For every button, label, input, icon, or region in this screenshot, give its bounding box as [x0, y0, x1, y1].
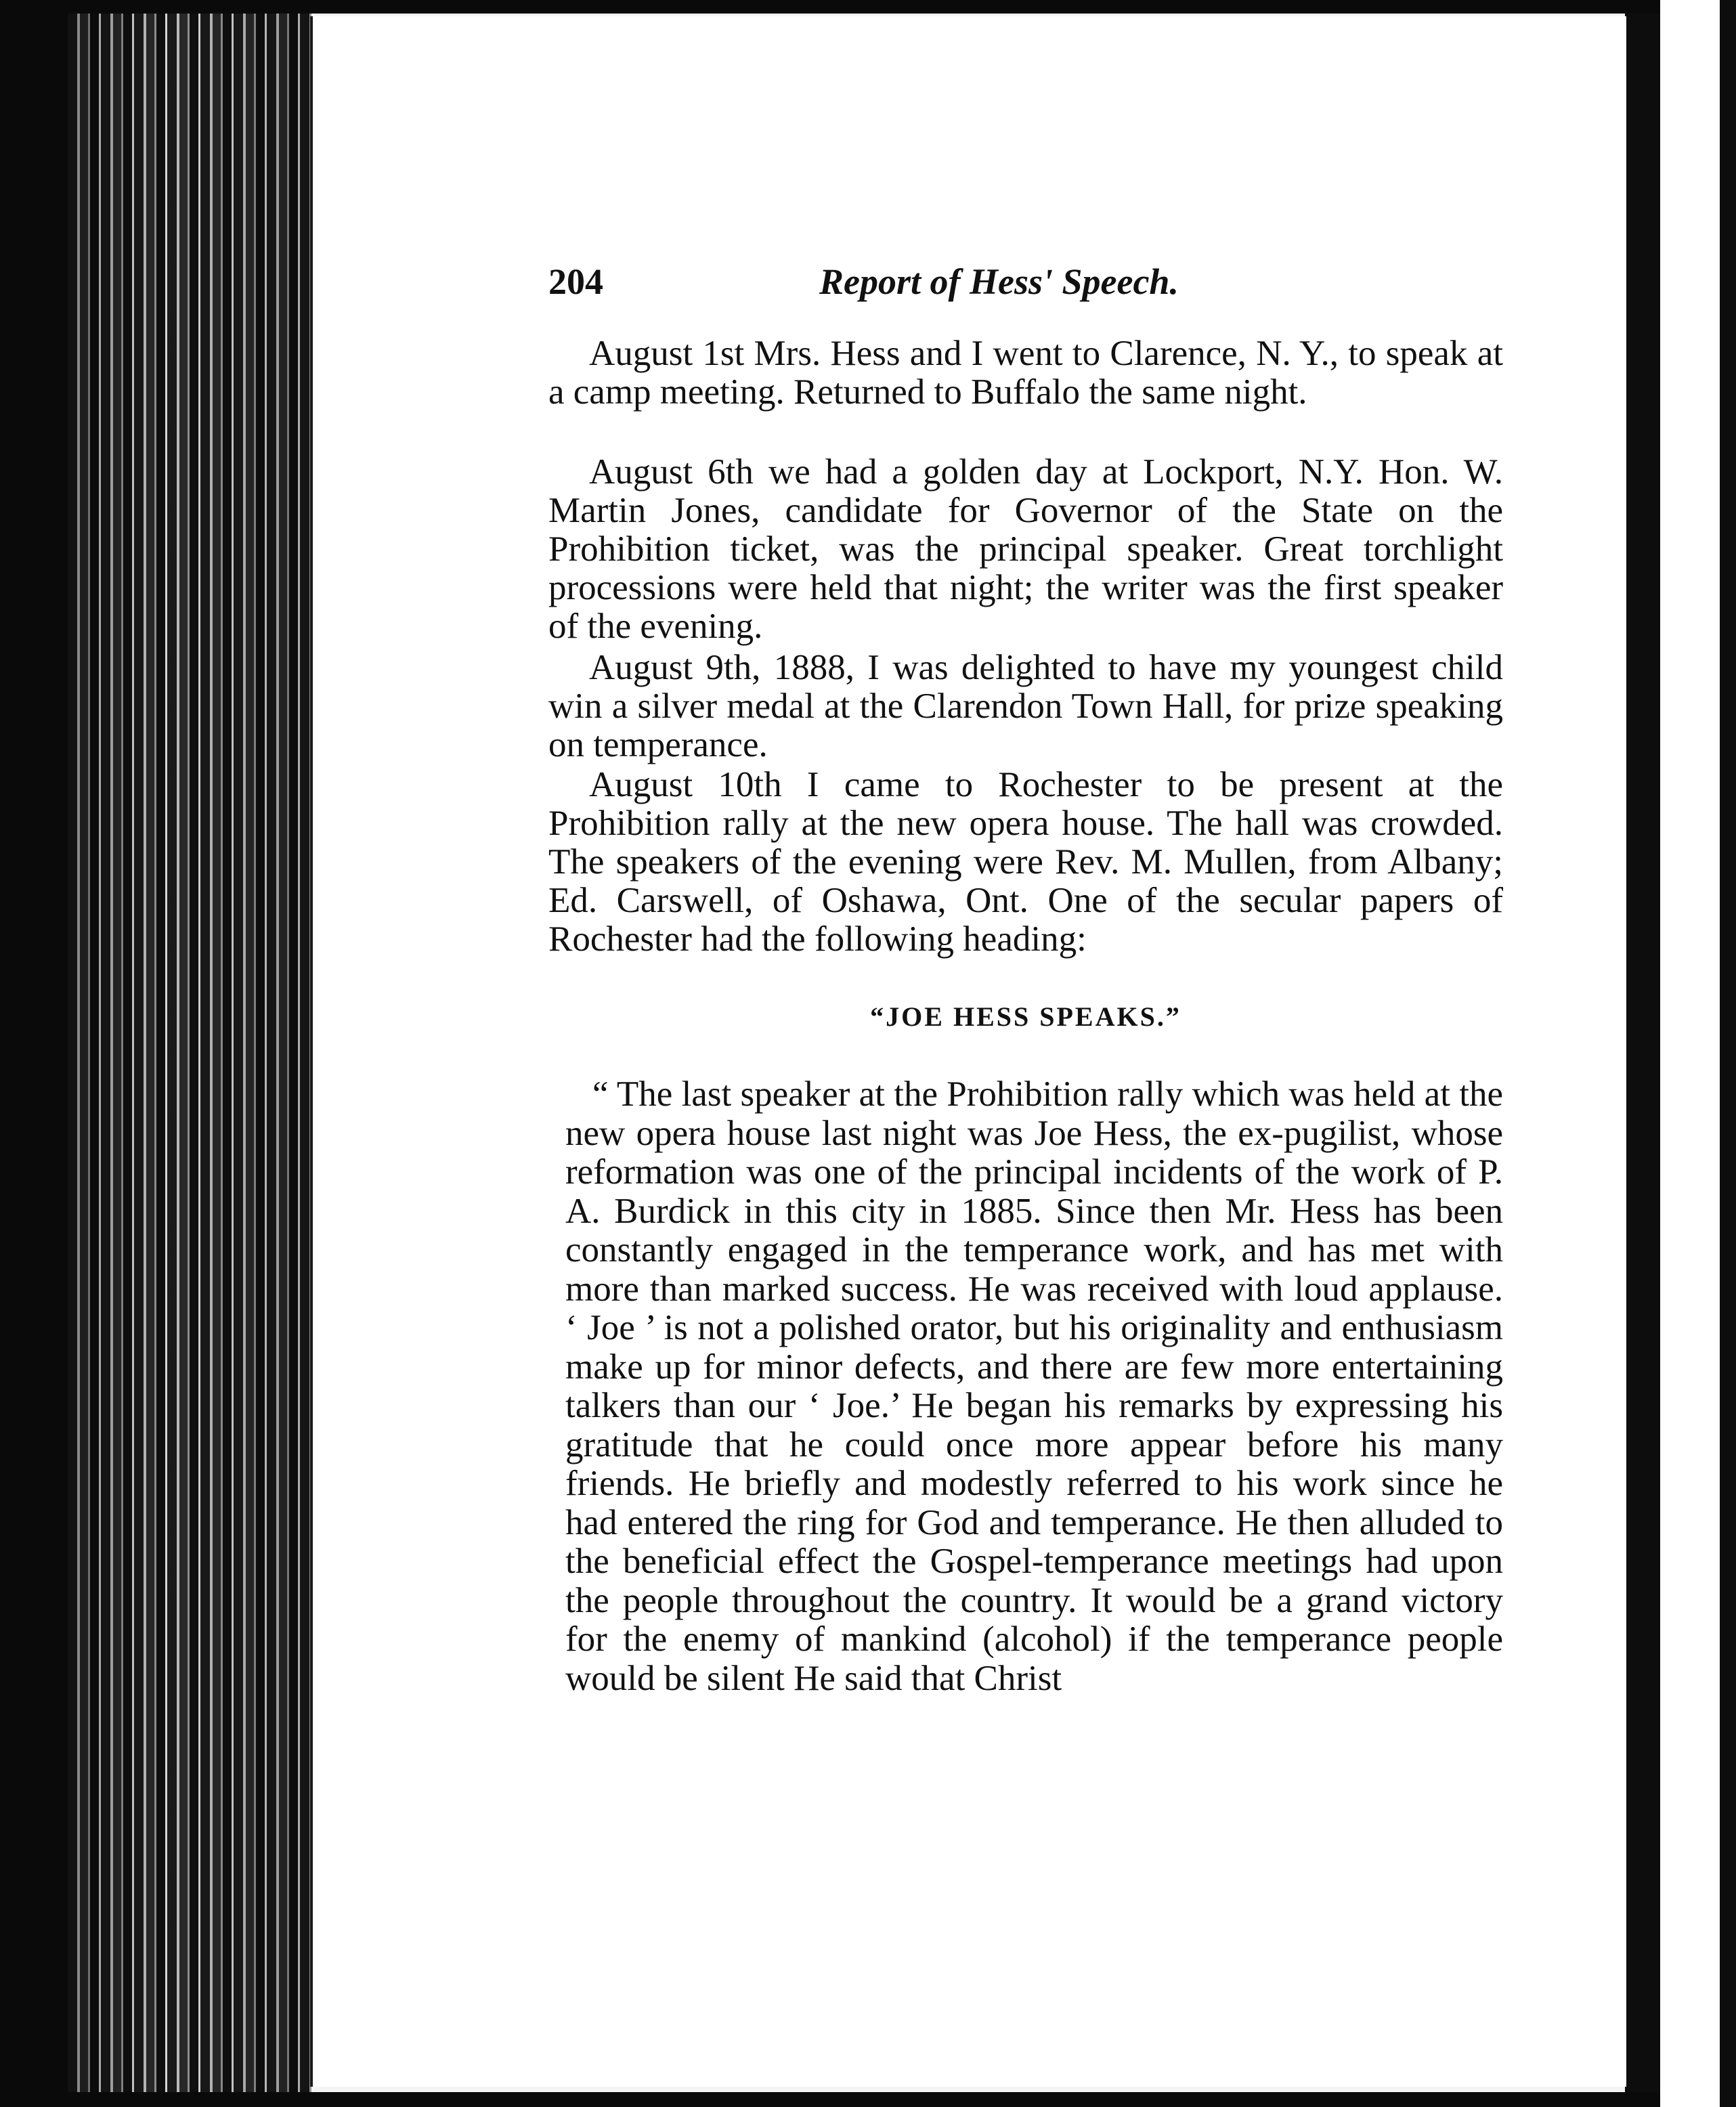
newspaper-quote: [565, 1075, 1503, 1698]
paragraph-text: August 9th, 1888, I was delighted to have my youngest child win a silver medal at the Clarendon Town Hall, for prize speaking on temperance.: [548, 648, 1503, 764]
paragraph-medal: [548, 649, 1503, 764]
page-number: 204: [548, 261, 603, 302]
paragraph-text: August 1st Mrs. Hess and I went to Clarence, N. Y., to speak at a camp meeting. Returned to Buffalo the same night.: [548, 334, 1503, 412]
paragraph-lockport: [548, 453, 1503, 646]
running-title: Report of Hess' Speech.: [819, 261, 1179, 302]
paragraph-text: August 6th we had a golden day at Lockport, N.Y. Hon. W. Martin Jones, candidate for Governor of the State on the Prohibition ticket, was the principal speaker. Great torchlight processions were held that night; the writer was the first speaker of the evening.: [548, 452, 1503, 646]
paragraph-clarence: [548, 334, 1503, 412]
paragraph-rochester: [548, 766, 1503, 959]
book-page: [310, 16, 1626, 2087]
right-page-edge: [1625, 14, 1660, 2092]
scan-border-right: [1720, 0, 1736, 2107]
page-edges-shadow: [68, 14, 311, 2092]
running-head: [548, 261, 1510, 308]
news-heading: “JOE HESS SPEAKS.”: [870, 1001, 1181, 1032]
paragraph-text: August 10th I came to Rochester to be present at the Prohibition rally at the new opera house. The hall was crowded. The speakers of the evening were Rev. M. Mullen, from Albany; Ed. Carswell, of Oshawa, Ont. One of the secular papers of Rochester had the following heading:: [548, 765, 1503, 959]
quote-text: “ The last speaker at the Prohibition rally which was held at the new opera house last night was Joe Hess, the ex-pugilist, whose reformation was one of the principal incidents of the work of P. A. Burdick in this city in 1885. Since then Mr. Hess has been constantly engaged in the temperance work, and has met with more than marked success. He was received with loud applause. ‘ Joe ’ is not a polished orator, but his originality and enthusiasm make up for minor defects, and there are few more entertaining talkers than our ‘ Joe.’ He began his remarks by expressing his gratitude that he could once more appear before his many friends. He briefly and modestly referred to his work since he had entered the ring for God and temperance. He then alluded to the beneficial effect the Gospel-temperance meetings had upon the people throughout the country. It would be a grand victory for the enemy of mankind (alcohol) if the temperance people would be silent He said that Christ: [565, 1074, 1503, 1698]
